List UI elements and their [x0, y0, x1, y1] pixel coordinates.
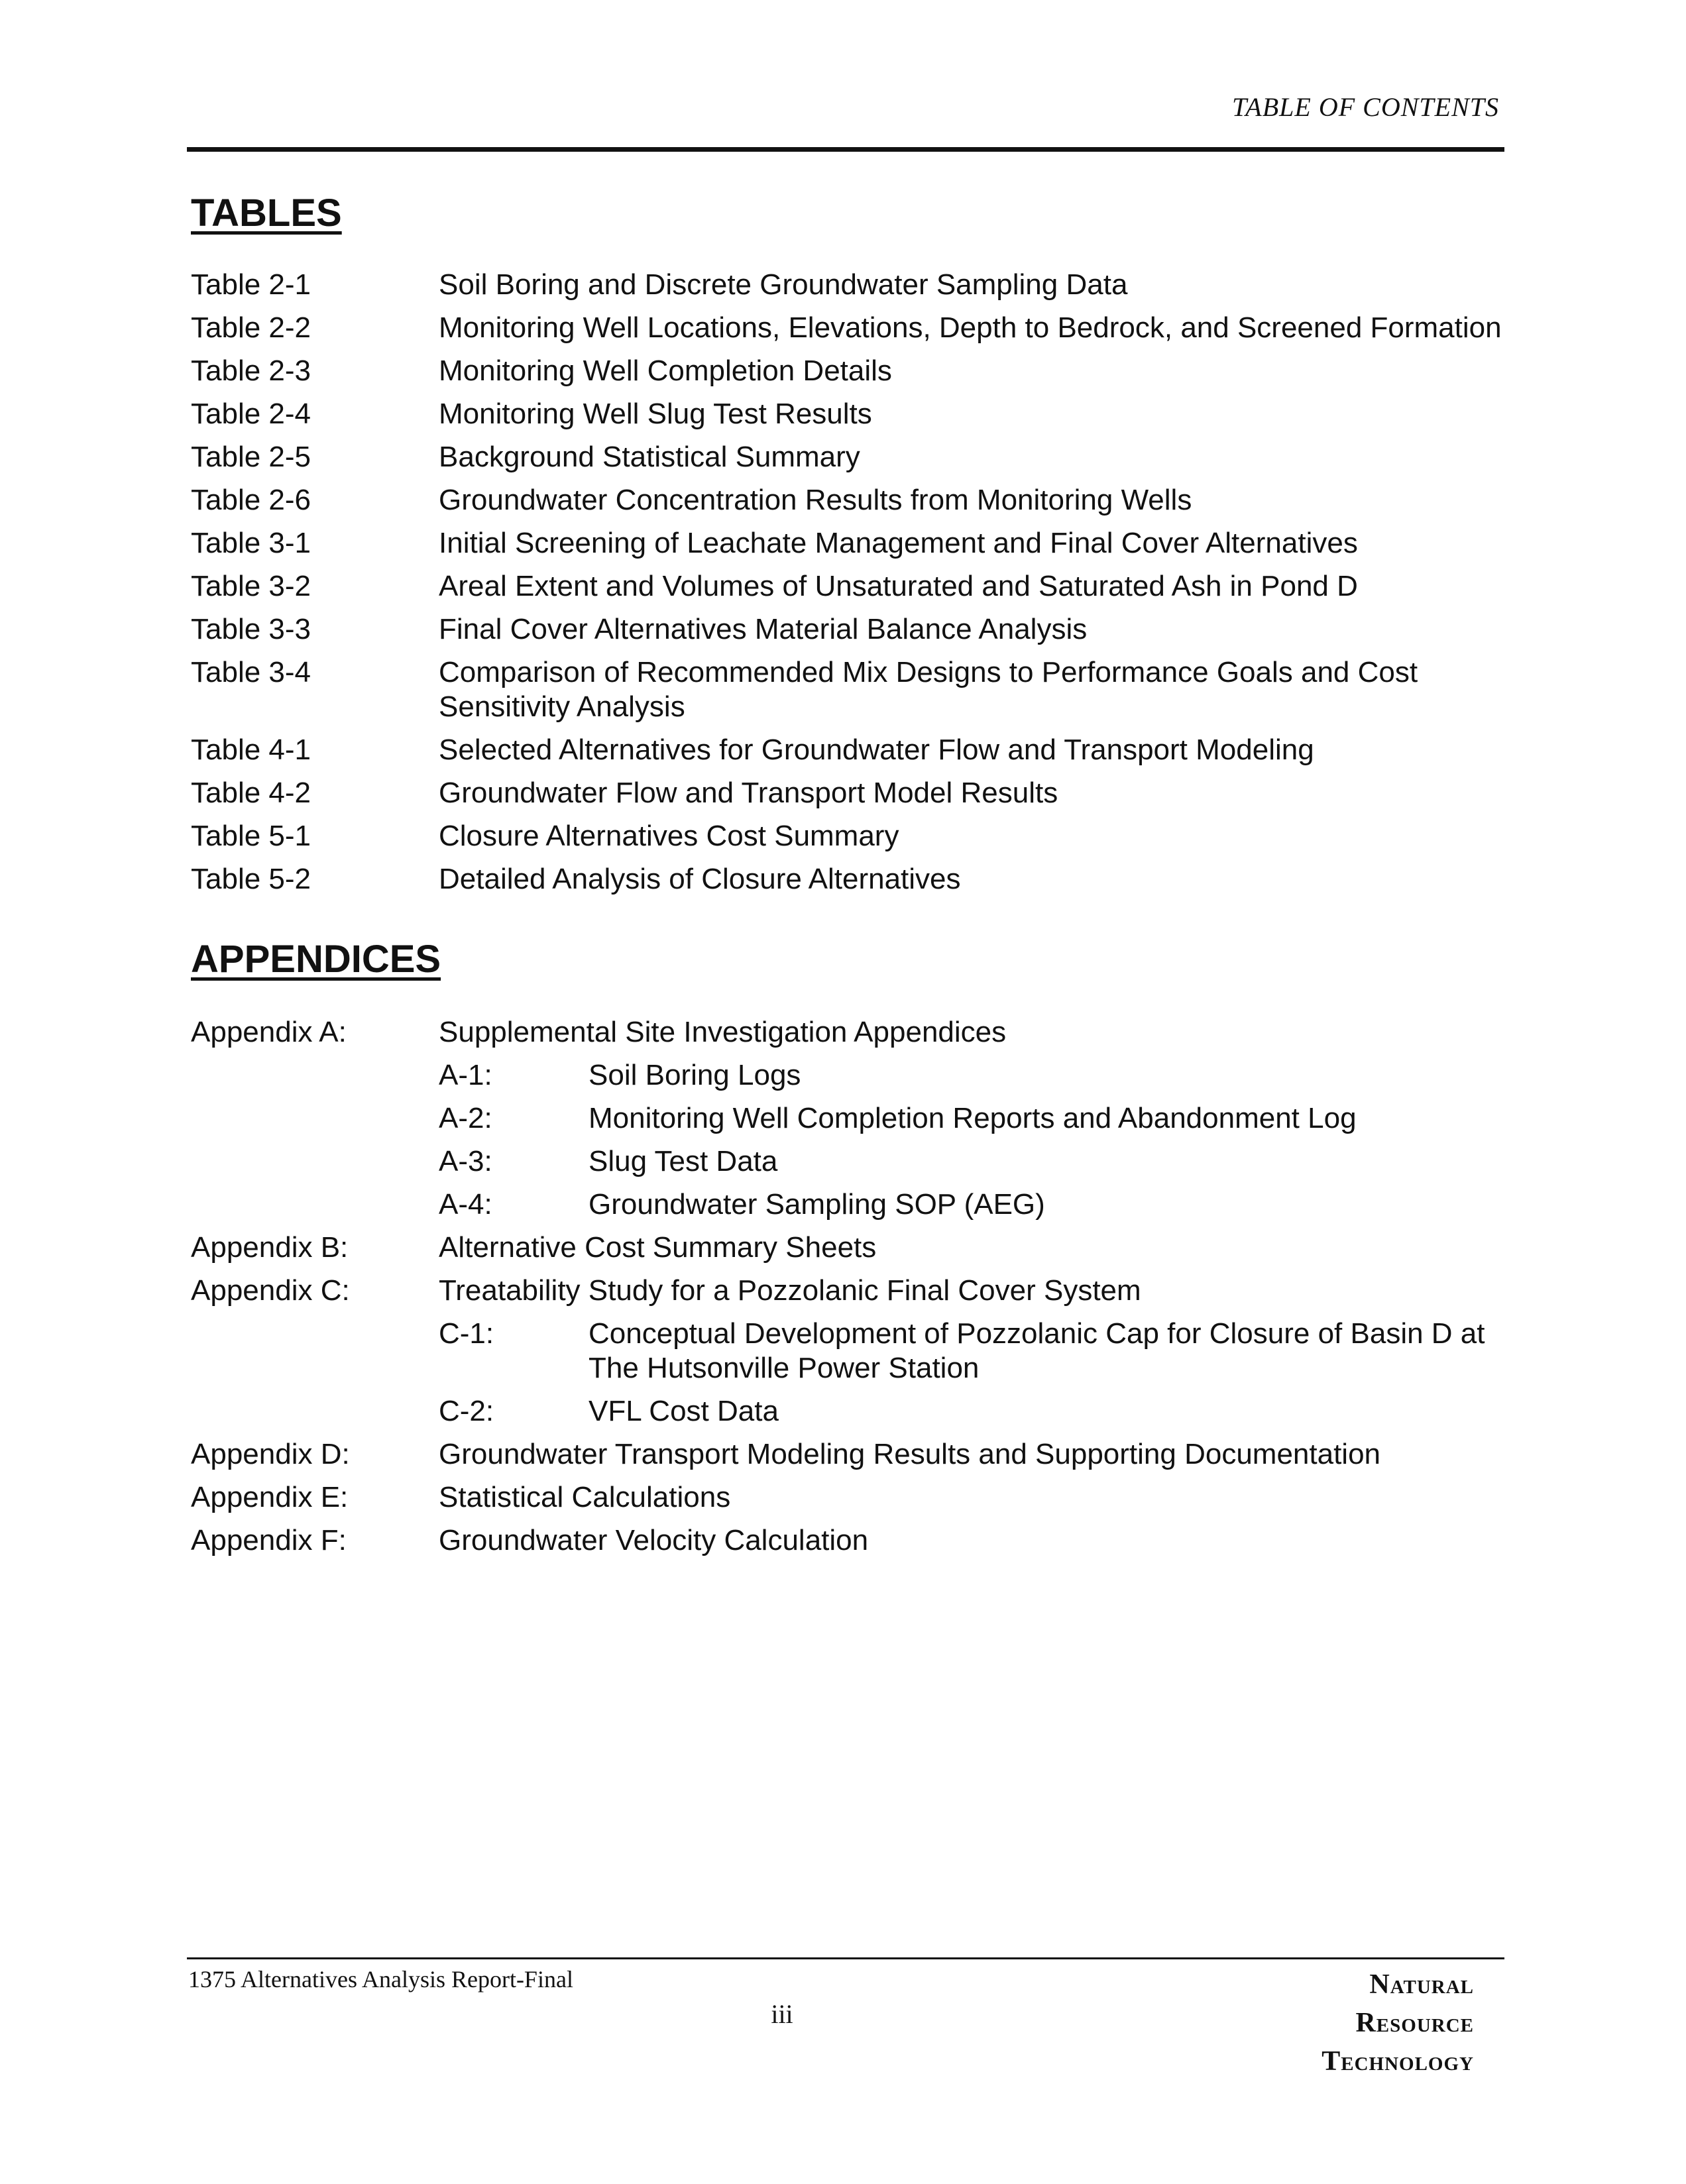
- table-entry-title: Monitoring Well Slug Test Results: [439, 398, 872, 430]
- sub-appendix-entry-title: Groundwater Sampling SOP (AEG): [589, 1188, 1045, 1221]
- appendix-entry-label: Appendix F:: [191, 1524, 347, 1556]
- company-name: [1321, 1965, 1474, 2081]
- table-entry-label: Table 2-3: [191, 355, 311, 387]
- table-entry-title: Soil Boring and Discrete Groundwater Sampling Data: [439, 268, 1128, 301]
- sub-appendix-entry-label: C-2:: [439, 1395, 494, 1427]
- table-entry-title: Areal Extent and Volumes of Unsaturated and Saturated Ash in Pond D: [439, 570, 1358, 602]
- appendix-entry: [191, 1230, 1503, 1265]
- footer-rule: [187, 1957, 1504, 1959]
- appendix-entry-label: Appendix E:: [191, 1481, 349, 1513]
- table-entry: [191, 440, 1503, 474]
- table-entry: [191, 862, 1503, 897]
- appendix-entry-title: Alternative Cost Summary Sheets: [439, 1231, 877, 1264]
- report-name: 1375 Alternatives Analysis Report-Final: [188, 1966, 573, 1993]
- table-entry-title: Monitoring Well Locations, Elevations, Depth to Bedrock, and Screened Formation: [439, 311, 1502, 344]
- sub-appendix-entry-title: VFL Cost Data: [589, 1395, 779, 1427]
- appendix-entry-title: Statistical Calculations: [439, 1481, 731, 1513]
- appendix-entry: [191, 1480, 1503, 1515]
- table-entry-label: Table 5-1: [191, 820, 311, 852]
- appendix-entry-label: Appendix A:: [191, 1016, 347, 1048]
- table-entry-title: Monitoring Well Completion Details: [439, 355, 892, 387]
- sub-appendix-entry-title: Soil Boring Logs: [589, 1059, 801, 1091]
- sub-appendix-entry: [439, 1058, 1503, 1093]
- table-entry-label: Table 2-6: [191, 484, 311, 516]
- appendix-entry: [191, 1437, 1503, 1472]
- table-entry-title: Selected Alternatives for Groundwater Flow and Transport Modeling: [439, 734, 1314, 766]
- table-entry-label: Table 4-2: [191, 777, 311, 809]
- sub-appendix-entry-title: Slug Test Data: [589, 1145, 778, 1177]
- header-rule: [187, 147, 1504, 152]
- table-entry-label: Table 5-2: [191, 863, 311, 895]
- table-entry-label: Table 4-1: [191, 734, 311, 766]
- appendix-entry-title: Groundwater Transport Modeling Results and Supporting Documentation: [439, 1438, 1381, 1470]
- table-entry: [191, 819, 1503, 853]
- table-entry: [191, 655, 1503, 724]
- table-entry: [191, 397, 1503, 431]
- running-head: TABLE OF CONTENTS: [1232, 92, 1499, 122]
- table-entry: [191, 526, 1503, 561]
- table-entry-label: Table 2-1: [191, 268, 311, 301]
- table-entry-title: Detailed Analysis of Closure Alternatives: [439, 863, 961, 895]
- table-entry-label: Table 2-5: [191, 441, 311, 473]
- table-entry: [191, 733, 1503, 767]
- table-entry-title: Groundwater Concentration Results from Monitoring Wells: [439, 484, 1192, 516]
- appendix-entry-title: Supplemental Site Investigation Appendices: [439, 1016, 1007, 1048]
- table-entry-title: Final Cover Alternatives Material Balance Analysis: [439, 613, 1088, 645]
- table-entry-label: Table 2-2: [191, 311, 311, 344]
- appendix-entry: [191, 1274, 1503, 1308]
- page-number: iii: [771, 1999, 793, 2029]
- sub-appendix-entry: [439, 1394, 1503, 1429]
- sub-appendix-entry: [439, 1317, 1503, 1386]
- table-entry-label: Table 3-4: [191, 656, 311, 688]
- appendix-entry-label: Appendix D:: [191, 1438, 350, 1470]
- appendix-entry-label: Appendix B:: [191, 1231, 349, 1264]
- appendix-entry-title: Treatability Study for a Pozzolanic Final Cover System: [439, 1274, 1141, 1307]
- table-entry-title: Background Statistical Summary: [439, 441, 860, 473]
- company-line: Resource: [1355, 2008, 1474, 2038]
- tables-list: [191, 268, 1503, 905]
- table-entry: [191, 612, 1503, 647]
- table-entry-label: Table 3-2: [191, 570, 311, 602]
- table-entry-label: Table 3-3: [191, 613, 311, 645]
- table-entry-label: Table 2-4: [191, 398, 311, 430]
- table-entry: [191, 483, 1503, 518]
- appendix-entry: [191, 1015, 1503, 1050]
- sub-appendix-entry-title: Monitoring Well Completion Reports and Abandonment Log: [589, 1102, 1357, 1134]
- sub-appendix-entry: [439, 1101, 1503, 1136]
- appendix-entry-title: Groundwater Velocity Calculation: [439, 1524, 869, 1556]
- table-entry-label: Table 3-1: [191, 527, 311, 559]
- table-entry: [191, 569, 1503, 604]
- sub-appendix-entry-label: C-1:: [439, 1317, 494, 1350]
- table-entry-title: Closure Alternatives Cost Summary: [439, 820, 899, 852]
- tables-heading: TABLES: [191, 191, 342, 235]
- table-entry-title: Groundwater Flow and Transport Model Results: [439, 777, 1058, 809]
- company-line: Technology: [1321, 2046, 1474, 2077]
- sub-appendix-entry: [439, 1187, 1503, 1222]
- sub-appendix-entry-label: A-1:: [439, 1059, 492, 1091]
- sub-appendix-entry-label: A-2:: [439, 1102, 492, 1134]
- table-entry: [191, 776, 1503, 810]
- appendices-heading: APPENDICES: [191, 938, 441, 981]
- table-entry-title: Comparison of Recommended Mix Designs to Performance Goals and Cost Sensitivity Analysis: [439, 656, 1418, 723]
- company-line: Natural: [1369, 1969, 1474, 2000]
- sub-appendix-entry: [439, 1144, 1503, 1179]
- sub-appendix-entry-label: A-3:: [439, 1145, 492, 1177]
- table-entry: [191, 354, 1503, 388]
- table-entry-title: Initial Screening of Leachate Management and Final Cover Alternatives: [439, 527, 1358, 559]
- appendix-entry: [191, 1523, 1503, 1558]
- sub-appendix-entry-title: Conceptual Development of Pozzolanic Cap for Closure of Basin D at The Hutsonville Power Station: [589, 1317, 1485, 1384]
- appendices-list: [191, 1015, 1503, 1566]
- table-entry: [191, 268, 1503, 302]
- table-entry: [191, 311, 1503, 345]
- sub-appendix-entry-label: A-4:: [439, 1188, 492, 1221]
- appendix-entry-label: Appendix C:: [191, 1274, 350, 1307]
